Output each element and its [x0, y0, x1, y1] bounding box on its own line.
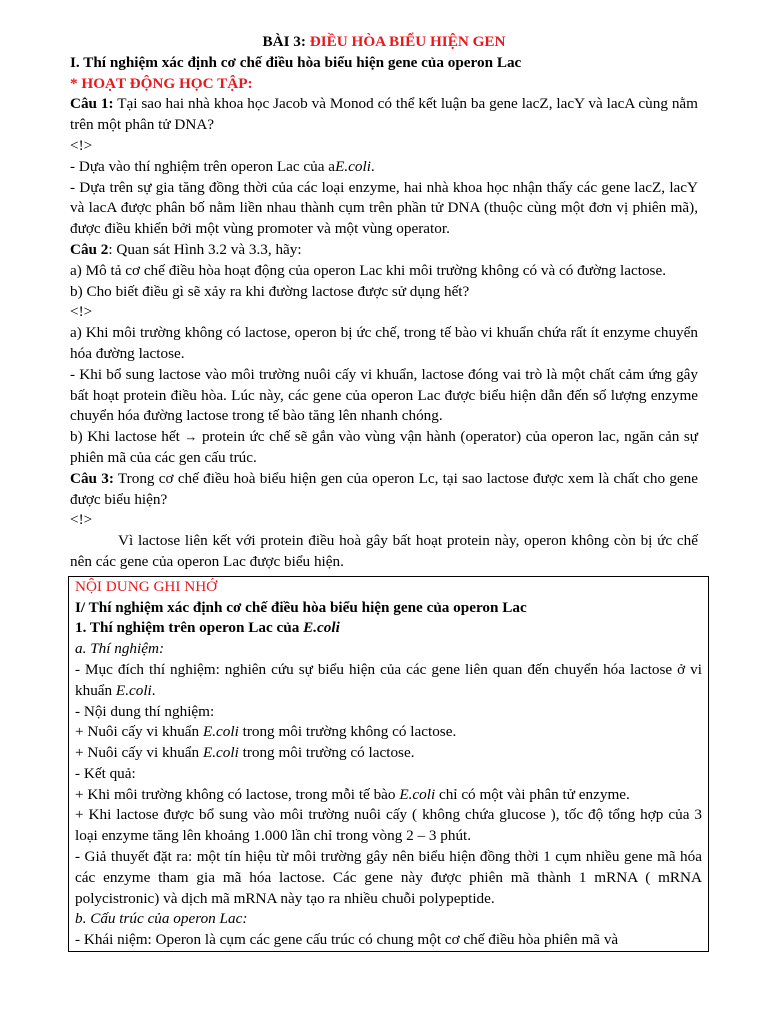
- summary-line: - Mục đích thí nghiệm: nghiên cứu sự biểu hiện của các gene liên quan đến chuyển hóa lactose ở vi khuẩn E.coli.: [75, 660, 702, 699]
- answer-line: Vì lactose liên kết với protein điều hoà gây bất hoạt protein này, operon không còn bị ức chế nên các gene của operon Lac được biểu hiện.: [70, 532, 698, 570]
- answer-line: - Khi bổ sung lactose vào môi trường nuôi cấy vi khuẩn, lactose đóng vai trò là một chất cảm ứng gây bất hoạt protein điều hòa. Lúc này, các gene của operon Lac được biểu hiện dẫn đến số lượng enzyme chuyển hóa đường lactose trong tế bào tăng lên nhanh chóng.: [70, 365, 698, 425]
- answer-line: a) Khi môi trường không có lactose, operon bị ức chế, trong tế bào vi khuẩn chứa rất ít enzyme chuyển hóa đường lactose.: [70, 324, 698, 362]
- question-2b: b) Cho biết điều gì sẽ xảy ra khi đường lactose được sử dụng hết?: [70, 282, 470, 300]
- summary-line: - Kết quả:: [75, 764, 136, 782]
- answer-marker: <!>: [70, 136, 93, 154]
- summary-line: - Giả thuyết đặt ra: một tín hiệu từ môi trường gây nên biểu hiện đồng thời 1 cụm nhiều gene mã hóa các enzyme tham gia mã hóa lactose. Các gene này được phiên mã thành 1 mRNA ( mRNA polycistronic) và dịch mã mRNA này tạo ra nhiều chuỗi polypeptide.: [75, 848, 702, 907]
- summary-label: b. Cấu trúc của operon Lac:: [75, 910, 248, 928]
- answer-line: - Dựa vào thí nghiệm trên operon Lac của aE.coli.: [70, 157, 375, 175]
- summary-line: + Nuôi cấy vi khuẩn E.coli trong môi trường có lactose.: [75, 744, 415, 762]
- summary-heading: NỘI DUNG GHI NHỚ: [75, 577, 218, 595]
- summary-line: + Khi môi trường không có lactose, trong mỗi tế bào E.coli chỉ có một vài phân tử enzyme.: [75, 785, 630, 803]
- summary-line: + Nuôi cấy vi khuẩn E.coli trong môi trường không có lactose.: [75, 723, 457, 741]
- answer-line: b) Khi lactose hết → protein ức chế sẽ gắn vào vùng vận hành (operator) của operon lac, ngăn cản sự phiên mã của các gen cấu trúc.: [70, 428, 698, 466]
- question-1: Câu 1: Tại sao hai nhà khoa học Jacob và Monod có thể kết luận ba gene lacZ, lacY và lacA cùng nằm trên một phân tử DNA?: [70, 95, 698, 134]
- right-arrow-icon: →: [184, 429, 198, 445]
- summary-label: a. Thí nghiệm:: [75, 640, 165, 658]
- activity-heading: * HOẠT ĐỘNG HỌC TẬP:: [70, 74, 253, 92]
- summary-line: + Khi lactose được bổ sung vào môi trường nuôi cấy ( không chứa glucose ), tốc độ tổng hợp của 3 loại enzyme tăng lên khoảng 1.000 lần chỉ trong vòng 2 – 3 phút.: [75, 806, 702, 845]
- summary-box: [68, 576, 709, 952]
- summary-subsection: 1. Thí nghiệm trên operon Lac của E.coli: [75, 619, 340, 637]
- summary-section: I/ Thí nghiệm xác định cơ chế điều hòa biểu hiện gene của operon Lac: [75, 598, 527, 616]
- answer-marker: <!>: [70, 511, 93, 529]
- section-heading: I. Thí nghiệm xác định cơ chế điều hòa biểu hiện gene của operon Lac: [70, 53, 522, 71]
- answer-line: - Dựa trên sự gia tăng đồng thời của các loại enzyme, hai nhà khoa học nhận thấy các gene lacZ, lacY và lacA được phân bố nằm liền nhau thành cụm trên phần tử DNA (thuộc cùng một đơn vị phiên mã), được điều khiển bởi một vùng promoter và một vùng operator.: [70, 178, 698, 238]
- question-2a: a) Mô tả cơ chế điều hòa hoạt động của operon Lac khi môi trường không có và có đường lactose.: [70, 261, 666, 279]
- summary-line: - Nội dung thí nghiệm:: [75, 702, 215, 720]
- question-2: Câu 2: Quan sát Hình 3.2 và 3.3, hãy:: [70, 240, 302, 258]
- summary-line: - Khái niệm: Operon là cụm các gene cấu trúc có chung một cơ chế điều hòa phiên mã và: [75, 931, 619, 949]
- page-title: BÀI 3: ĐIỀU HÒA BIỂU HIỆN GEN: [262, 33, 506, 50]
- answer-marker: <!>: [70, 303, 93, 321]
- question-3: Câu 3: Trong cơ chế điều hoà biểu hiện gen của operon Lc, tại sao lactose được xem là chất cho gene được biểu hiện?: [70, 469, 698, 508]
